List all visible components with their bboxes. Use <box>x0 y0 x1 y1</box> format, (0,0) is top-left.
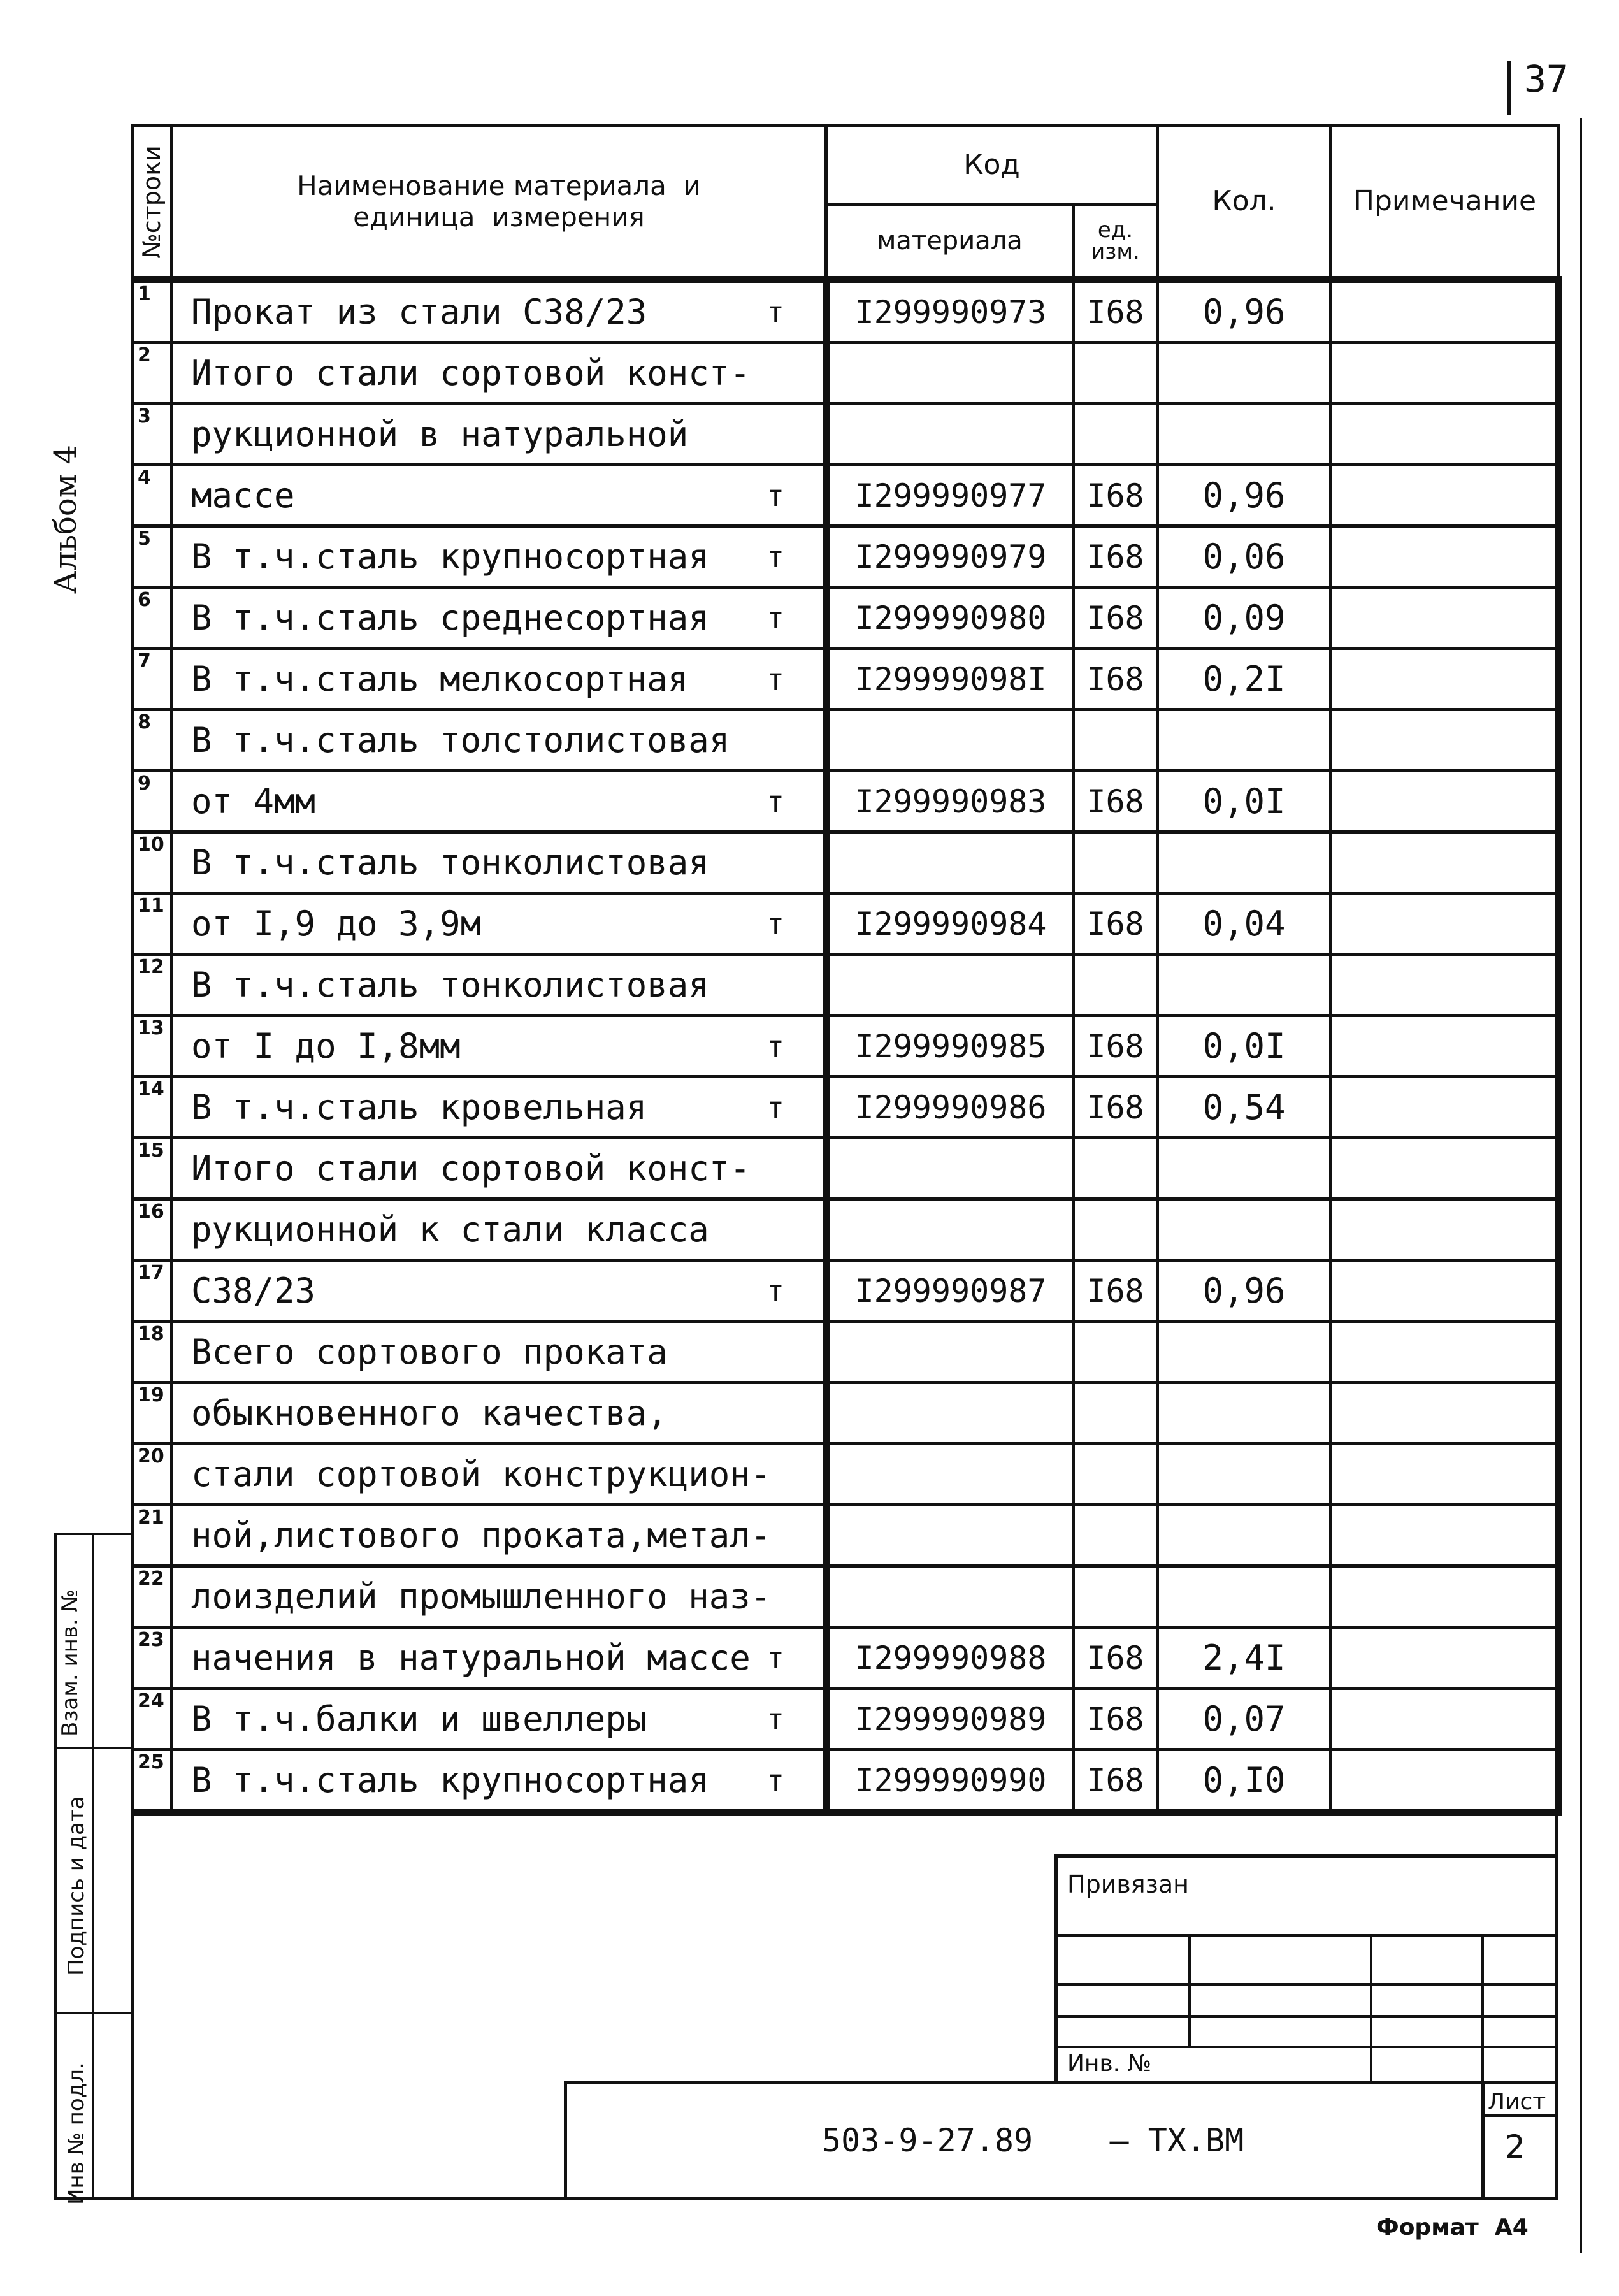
unit-code: I68 <box>1074 1750 1158 1813</box>
material-code: I299990973 <box>826 280 1074 343</box>
row-number: 18 <box>133 1322 172 1383</box>
material-name-text: С38/23 <box>191 1271 316 1311</box>
unit-code: I68 <box>1074 1628 1158 1689</box>
material-name-text: ной,листового проката,метал- <box>191 1515 772 1556</box>
privyazan-label: Привязан <box>1067 1870 1189 1898</box>
material-name-text: В т.ч.сталь среднесортная <box>191 598 709 638</box>
material-name-text: от I до I,8мм <box>191 1026 461 1066</box>
material-code <box>826 710 1074 771</box>
unit-letter: т <box>766 478 784 513</box>
material-name-text: от I,9 до 3,9м <box>191 904 482 944</box>
header-note: Примечание <box>1331 126 1559 280</box>
material-code: I299990989 <box>826 1689 1074 1750</box>
material-name <box>172 1383 826 1444</box>
table-row <box>133 1260 1559 1322</box>
material-code <box>826 1383 1074 1444</box>
material-code: I299990984 <box>826 893 1074 955</box>
row-number: 21 <box>133 1505 172 1566</box>
unit-code: I68 <box>1074 465 1158 526</box>
unit-code: I68 <box>1074 1077 1158 1138</box>
material-name <box>172 1260 826 1322</box>
material-code <box>826 343 1074 404</box>
note <box>1331 832 1559 893</box>
table-row <box>133 1199 1559 1260</box>
material-code <box>826 1444 1074 1505</box>
material-name <box>172 1322 826 1383</box>
quantity <box>1158 404 1331 465</box>
row-number: 11 <box>133 893 172 955</box>
note <box>1331 1322 1559 1383</box>
table-row <box>133 1689 1559 1750</box>
material-name-text: В т.ч.сталь кровельная <box>191 1087 647 1127</box>
material-code: I299990979 <box>826 526 1074 588</box>
unit-code <box>1074 1138 1158 1199</box>
material-code <box>826 1505 1074 1566</box>
note <box>1331 710 1559 771</box>
note <box>1331 1750 1559 1813</box>
material-name <box>172 588 826 649</box>
row-number: 1 <box>133 280 172 343</box>
material-name <box>172 1138 826 1199</box>
row-number: 5 <box>133 526 172 588</box>
table-row <box>133 1077 1559 1138</box>
doc-code: 503-9-27.89 – ТХ.ВМ <box>822 2122 1244 2159</box>
material-name-text: В т.ч.сталь толстолистовая <box>191 720 730 760</box>
unit-code <box>1074 1444 1158 1505</box>
row-number: 12 <box>133 955 172 1016</box>
unit-letter: т <box>766 1701 784 1736</box>
unit-code <box>1074 832 1158 893</box>
note <box>1331 280 1559 343</box>
stamp-inv-podl-divider <box>92 2012 94 2200</box>
quantity <box>1158 710 1331 771</box>
unit-code <box>1074 1199 1158 1260</box>
material-name-text: В т.ч.сталь тонколистовая <box>191 842 709 883</box>
material-name <box>172 771 826 832</box>
material-name-text: обыкновенного качества, <box>191 1393 668 1433</box>
unit-code: I68 <box>1074 1016 1158 1077</box>
row-number: 7 <box>133 649 172 710</box>
album-label: Альбом 4 <box>48 445 83 594</box>
sheet-number: 2 <box>1505 2128 1525 2165</box>
right-edge-line <box>1580 118 1582 2253</box>
sheet-vline <box>1481 2081 1485 2200</box>
unit-code <box>1074 1383 1158 1444</box>
stamp-inv-podl: Инв № подл. <box>64 2062 89 2205</box>
unit-code: I68 <box>1074 588 1158 649</box>
note <box>1331 1505 1559 1566</box>
material-name-text: стали сортовой конструкцион- <box>191 1454 772 1494</box>
quantity <box>1158 955 1331 1016</box>
note <box>1331 1689 1559 1750</box>
tb-vline-2 <box>1370 1934 1372 2084</box>
unit-code <box>1074 1566 1158 1628</box>
sheet-label: Лист <box>1488 2089 1546 2115</box>
unit-code: I68 <box>1074 526 1158 588</box>
stamp-podpis-data: Подпись и дата <box>64 1796 89 1975</box>
unit-letter: т <box>766 906 784 941</box>
unit-code: I68 <box>1074 1260 1158 1322</box>
tb-vline-3 <box>1481 1934 1484 2084</box>
unit-letter: т <box>766 1640 784 1675</box>
material-name <box>172 1750 826 1813</box>
material-name-text: Итого стали сортовой конст- <box>191 1148 751 1188</box>
unit-letter: т <box>766 539 784 574</box>
quantity: 2,4I <box>1158 1628 1331 1689</box>
note <box>1331 1383 1559 1444</box>
unit-code <box>1074 1322 1158 1383</box>
material-code <box>826 1138 1074 1199</box>
material-name-text: от 4мм <box>191 781 316 821</box>
unit-letter: т <box>766 1763 784 1798</box>
material-name <box>172 465 826 526</box>
material-code <box>826 955 1074 1016</box>
table-row <box>133 893 1559 955</box>
row-number: 2 <box>133 343 172 404</box>
material-name-text: рукционной в натуральной <box>191 414 689 454</box>
material-name <box>172 649 826 710</box>
quantity: 0,96 <box>1158 1260 1331 1322</box>
note <box>1331 1566 1559 1628</box>
table-row <box>133 1383 1559 1444</box>
table-row <box>133 1138 1559 1199</box>
table-row <box>133 1322 1559 1383</box>
quantity: 0,2I <box>1158 649 1331 710</box>
unit-letter: т <box>766 661 784 697</box>
note <box>1331 771 1559 832</box>
header-unit: ед. изм. <box>1074 205 1158 280</box>
quantity: 0,0I <box>1158 771 1331 832</box>
unit-code <box>1074 343 1158 404</box>
quantity <box>1158 1138 1331 1199</box>
row-number: 3 <box>133 404 172 465</box>
note <box>1331 955 1559 1016</box>
unit-letter: т <box>766 1090 784 1125</box>
note <box>1331 1016 1559 1077</box>
materials-table <box>131 124 1562 1816</box>
row-number: 9 <box>133 771 172 832</box>
page-number-mark <box>1507 61 1511 115</box>
material-name-text: Всего сортового проката <box>191 1332 668 1372</box>
note <box>1331 649 1559 710</box>
material-name <box>172 1199 826 1260</box>
material-name <box>172 1444 826 1505</box>
material-name <box>172 955 826 1016</box>
material-code <box>826 832 1074 893</box>
material-name-text: массе <box>191 475 295 516</box>
note <box>1331 1444 1559 1505</box>
header-material: материала <box>826 205 1074 280</box>
material-name-text: лоизделий промышленного наз- <box>191 1577 772 1617</box>
material-name <box>172 1628 826 1689</box>
unit-code <box>1074 955 1158 1016</box>
frame-left <box>131 1803 134 2200</box>
material-name <box>172 1505 826 1566</box>
material-code: I299990988 <box>826 1628 1074 1689</box>
table-row <box>133 1566 1559 1628</box>
quantity: 0,04 <box>1158 893 1331 955</box>
table-row <box>133 710 1559 771</box>
quantity <box>1158 1383 1331 1444</box>
material-code <box>826 404 1074 465</box>
table-row <box>133 1444 1559 1505</box>
quantity <box>1158 832 1331 893</box>
material-name-text: Итого стали сортовой конст- <box>191 353 751 393</box>
quantity <box>1158 343 1331 404</box>
table-row <box>133 1505 1559 1566</box>
stamp-vzam-inv-divider <box>92 1533 94 1749</box>
table-row <box>133 588 1559 649</box>
note <box>1331 1199 1559 1260</box>
material-code: I299990986 <box>826 1077 1074 1138</box>
material-name <box>172 343 826 404</box>
row-number: 13 <box>133 1016 172 1077</box>
note <box>1331 1628 1559 1689</box>
material-code: I299990977 <box>826 465 1074 526</box>
material-code: I299990980 <box>826 588 1074 649</box>
material-name <box>172 832 826 893</box>
material-code: I299990990 <box>826 1750 1074 1813</box>
quantity: 0,I0 <box>1158 1750 1331 1813</box>
table-row <box>133 955 1559 1016</box>
material-name-text: В т.ч.сталь крупносортная <box>191 1760 709 1800</box>
row-number: 25 <box>133 1750 172 1813</box>
inv-no-label: Инв. № <box>1067 2051 1152 2077</box>
quantity: 0,06 <box>1158 526 1331 588</box>
unit-code: I68 <box>1074 893 1158 955</box>
page-number: 37 <box>1524 57 1569 101</box>
material-name <box>172 1077 826 1138</box>
unit-code: I68 <box>1074 1689 1158 1750</box>
note <box>1331 404 1559 465</box>
note <box>1331 1077 1559 1138</box>
header-code: Код <box>826 126 1158 205</box>
table-row <box>133 404 1559 465</box>
unit-code: I68 <box>1074 771 1158 832</box>
unit-code <box>1074 1505 1158 1566</box>
quantity <box>1158 1505 1331 1566</box>
row-number: 8 <box>133 710 172 771</box>
note <box>1331 893 1559 955</box>
quantity: 0,0I <box>1158 1016 1331 1077</box>
unit-code <box>1074 404 1158 465</box>
quantity <box>1158 1322 1331 1383</box>
note <box>1331 1260 1559 1322</box>
table-row <box>133 1750 1559 1813</box>
material-name <box>172 893 826 955</box>
material-name <box>172 1016 826 1077</box>
material-code: I299990985 <box>826 1016 1074 1077</box>
header-row-number: №строки <box>133 126 172 280</box>
note <box>1331 588 1559 649</box>
material-name-text: В т.ч.балки и швеллеры <box>191 1699 647 1739</box>
row-number: 15 <box>133 1138 172 1199</box>
row-number: 4 <box>133 465 172 526</box>
table-row <box>133 1016 1559 1077</box>
quantity: 0,07 <box>1158 1689 1331 1750</box>
table-row <box>133 280 1559 343</box>
unit-letter: т <box>766 784 784 819</box>
material-code <box>826 1199 1074 1260</box>
quantity <box>1158 1199 1331 1260</box>
row-number: 10 <box>133 832 172 893</box>
table-row <box>133 832 1559 893</box>
material-name-text: В т.ч.сталь мелкосортная <box>191 659 689 699</box>
material-name-text: Прокат из стали С38/23 <box>191 292 647 332</box>
table-row <box>133 771 1559 832</box>
material-name-text: начения в натуральной массе <box>191 1638 751 1678</box>
unit-letter: т <box>766 294 784 329</box>
row-number: 19 <box>133 1383 172 1444</box>
row-number: 16 <box>133 1199 172 1260</box>
stamp-podpis-divider <box>92 1747 94 2014</box>
material-name <box>172 404 826 465</box>
material-name-text: рукционной к стали класса <box>191 1209 709 1250</box>
table-row <box>133 526 1559 588</box>
material-name-text: В т.ч.сталь крупносортная <box>191 537 709 577</box>
header-qty: Кол. <box>1158 126 1331 280</box>
table-row <box>133 649 1559 710</box>
unit-code: I68 <box>1074 649 1158 710</box>
row-number: 24 <box>133 1689 172 1750</box>
quantity: 0,54 <box>1158 1077 1331 1138</box>
row-number: 22 <box>133 1566 172 1628</box>
unit-letter: т <box>766 600 784 635</box>
unit-letter: т <box>766 1273 784 1308</box>
row-number: 14 <box>133 1077 172 1138</box>
material-code: I299990987 <box>826 1260 1074 1322</box>
quantity <box>1158 1444 1331 1505</box>
tb-vline-1 <box>1188 1934 1191 2046</box>
table-row <box>133 1628 1559 1689</box>
quantity: 0,96 <box>1158 280 1331 343</box>
material-name <box>172 526 826 588</box>
stamp-vzam-inv: Взам. инв. № <box>57 1589 83 1736</box>
unit-letter: т <box>766 1029 784 1064</box>
note <box>1331 343 1559 404</box>
note <box>1331 1138 1559 1199</box>
material-name <box>172 710 826 771</box>
material-name <box>172 1689 826 1750</box>
quantity: 0,09 <box>1158 588 1331 649</box>
row-number: 6 <box>133 588 172 649</box>
header-name: Наименование материала и единица измерения <box>172 126 826 280</box>
row-number: 20 <box>133 1444 172 1505</box>
format-label: Формат А4 <box>1376 2214 1529 2241</box>
quantity <box>1158 1566 1331 1628</box>
material-code: I299990983 <box>826 771 1074 832</box>
unit-code: I68 <box>1074 280 1158 343</box>
material-name <box>172 280 826 343</box>
material-code <box>826 1566 1074 1628</box>
quantity: 0,96 <box>1158 465 1331 526</box>
row-number: 17 <box>133 1260 172 1322</box>
table-row <box>133 465 1559 526</box>
note <box>1331 465 1559 526</box>
unit-code <box>1074 710 1158 771</box>
material-name-text: В т.ч.сталь тонколистовая <box>191 965 709 1005</box>
material-name <box>172 1566 826 1628</box>
material-code: I29999098I <box>826 649 1074 710</box>
note <box>1331 526 1559 588</box>
row-number: 23 <box>133 1628 172 1689</box>
table-row <box>133 343 1559 404</box>
material-code <box>826 1322 1074 1383</box>
